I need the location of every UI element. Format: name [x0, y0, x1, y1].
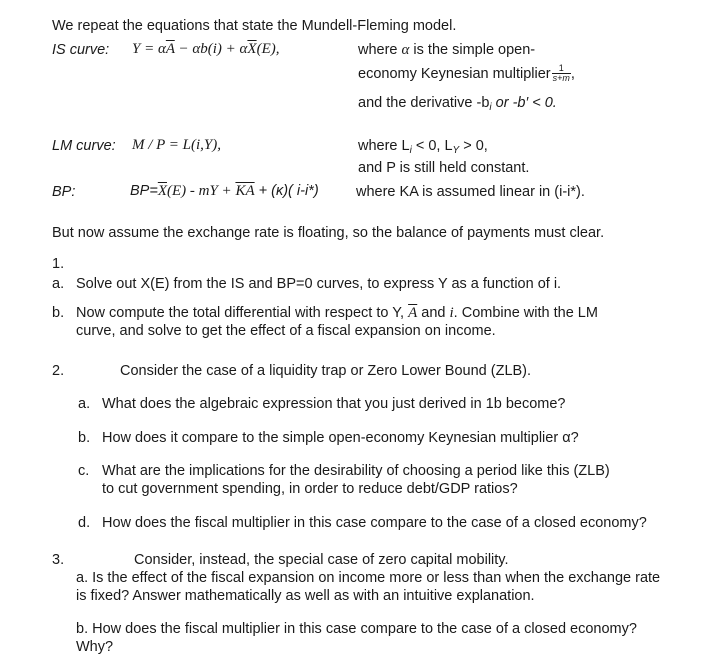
q1a-text: Solve out X(E) from the IS and BP=0 curves, to express Y as a function of i. — [76, 276, 562, 292]
floating-statement: But now assume the exchange rate is floating, so the balance of payments must clear. — [52, 225, 605, 241]
is-note-line3: and the derivative $-b_i$ or -b′ < 0. — [358, 95, 557, 113]
q3-intro: Consider, instead, the special case of zero capital mobility. — [134, 552, 509, 568]
is-note-line2: economy Keynesian multiplier $\frac{1}{s+m}$ , — [358, 63, 575, 84]
q3-number: 3. — [52, 552, 65, 568]
q3b-text-line1: b. How does the fiscal multiplier in this case compare to the case of a closed economy? — [76, 621, 637, 637]
q2-number: 2. — [52, 363, 65, 379]
q3a-text-line2: is fixed? Answer mathematically as well as with an intuitive explanation. — [76, 588, 535, 604]
is-curve-equation: $Y = \alpha\overline{A} - \alpha b(i) + \alpha\overline{X}(E)$, — [132, 41, 280, 57]
q3b-text-line2: Why? — [76, 639, 114, 655]
bp-equation: $BP=\overline{X}(E)$ - mY + $\overline{KA} + (\kappa)$( i-i*) — [130, 183, 319, 199]
q3a-text-line1: a. Is the effect of the fiscal expansion on income more or less than when the exchange rate — [76, 570, 661, 586]
lm-curve-label: LM curve: — [52, 138, 116, 154]
is-note-line1: where α is the simple open- — [358, 42, 536, 58]
is-curve-label: IS curve: — [52, 42, 110, 58]
q2d-text: How does the fiscal multiplier in this case compare to the case of a closed economy? — [102, 515, 647, 531]
q2-intro: Consider the case of a liquidity trap or Zero Lower Bound (ZLB). — [120, 363, 532, 379]
q1b-text-line2: curve, and solve to get the effect of a fiscal expansion on income. — [76, 323, 496, 339]
lm-note-line2: and P is still held constant. — [358, 160, 530, 176]
q2b-letter: b. — [78, 430, 91, 446]
lm-curve-equation: M / P = L(i,Y), — [132, 137, 222, 153]
q2a-letter: a. — [78, 396, 91, 412]
q2c-letter: c. — [78, 463, 90, 479]
q1b-letter: b. — [52, 305, 65, 321]
bp-note: where KA is assumed linear in (i-i*). — [356, 184, 585, 200]
q2c-text-line2: to cut government spending, in order to reduce debt/GDP ratios? — [102, 481, 518, 497]
q2b-text: How does it compare to the simple open-economy Keynesian multiplier α? — [102, 430, 579, 446]
bp-label: BP: — [52, 184, 76, 200]
intro-text: We repeat the equations that state the Mundell-Fleming model. — [52, 18, 457, 34]
q2c-text-line1: What are the implications for the desirability of choosing a period like this (ZLB) — [102, 463, 610, 479]
q1-number: 1. — [52, 256, 65, 272]
lm-note-line1: where $L_i < 0$, $L_Y > 0$, — [358, 138, 488, 156]
q1b-text-line1: Now compute the total differential with respect to Y, $\overline{A}$ and i. Combine with the LM — [76, 305, 598, 321]
q1a-letter: a. — [52, 276, 65, 292]
q2a-text: What does the algebraic expression that you just derived in 1b become? — [102, 396, 566, 412]
q2d-letter: d. — [78, 515, 91, 531]
multiplier-fraction: $\frac{1}{s+m}$ — [552, 63, 570, 84]
